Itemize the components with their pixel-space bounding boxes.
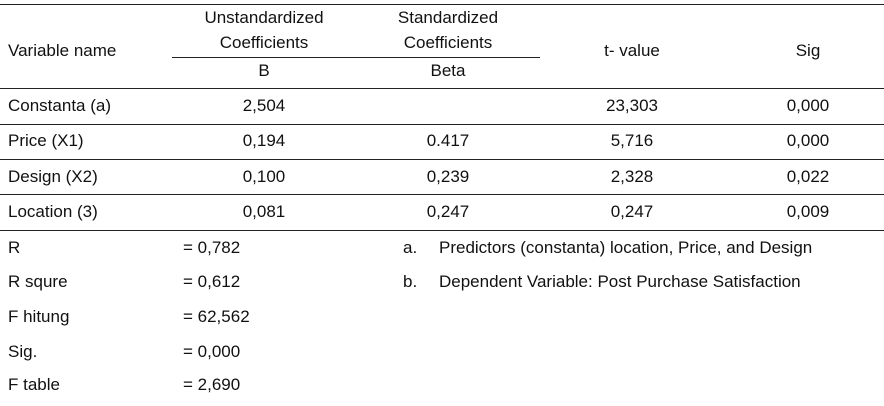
header-b: B (258, 61, 270, 80)
row-b-value: 2,504 (242, 96, 286, 115)
row-sig-value: 0,000 (786, 96, 830, 115)
header-variable-name: Variable name (8, 41, 117, 60)
stat-label: R (8, 238, 21, 257)
stat-value: = 62,562 (183, 307, 250, 326)
header-standardized-line2: Coefficients (403, 33, 493, 52)
row-b-value: 0,100 (242, 167, 286, 186)
stat-label: F hitung (8, 307, 70, 326)
row-rule-1 (0, 124, 884, 125)
row-t-value: 2,328 (610, 167, 654, 186)
table-bottom-rule (0, 230, 884, 231)
note-marker: b. (403, 272, 418, 291)
row-b-value: 0,194 (242, 131, 286, 150)
header-standardized-line1: Standardized (397, 8, 499, 27)
row-beta-value: 0.417 (426, 131, 470, 150)
stat-label: Sig. (8, 342, 38, 361)
row-variable-name: Constanta (a) (8, 96, 111, 115)
header-beta: Beta (430, 61, 466, 80)
note-text: Predictors (constanta) location, Price, and Design (439, 238, 813, 257)
row-sig-value: 0,000 (786, 131, 830, 150)
unstd-coefficients-rule (172, 57, 356, 58)
header-unstandardized-line2: Coefficients (219, 33, 309, 52)
row-beta-value: 0,239 (426, 167, 470, 186)
row-t-value: 5,716 (610, 131, 654, 150)
stat-value: = 2,690 (183, 375, 241, 394)
header-sig: Sig (795, 41, 821, 60)
stat-label: F table (8, 375, 60, 394)
note-text: Dependent Variable: Post Purchase Satisfaction (439, 272, 801, 291)
stat-label: R squre (8, 272, 68, 291)
row-beta-value: 0,247 (426, 202, 470, 221)
row-rule-2 (0, 159, 884, 160)
stat-value: = 0,000 (183, 342, 241, 361)
row-t-value: 0,247 (610, 202, 654, 221)
stat-value: = 0,612 (183, 272, 241, 291)
header-bottom-rule (0, 88, 884, 89)
row-sig-value: 0,022 (786, 167, 830, 186)
row-b-value: 0,081 (242, 202, 286, 221)
row-variable-name: Design (X2) (8, 167, 98, 186)
stat-value: = 0,782 (183, 238, 241, 257)
table-top-rule (0, 4, 884, 5)
row-t-value: 23,303 (606, 96, 658, 115)
row-variable-name: Location (3) (8, 202, 98, 221)
header-unstandardized-line1: Unstandardized (204, 8, 324, 27)
note-marker: a. (403, 238, 418, 257)
header-t-value: t- value (604, 41, 660, 60)
row-rule-3 (0, 194, 884, 195)
std-coefficients-rule (356, 57, 540, 58)
row-variable-name: Price (X1) (8, 131, 84, 150)
row-sig-value: 0,009 (786, 202, 830, 221)
